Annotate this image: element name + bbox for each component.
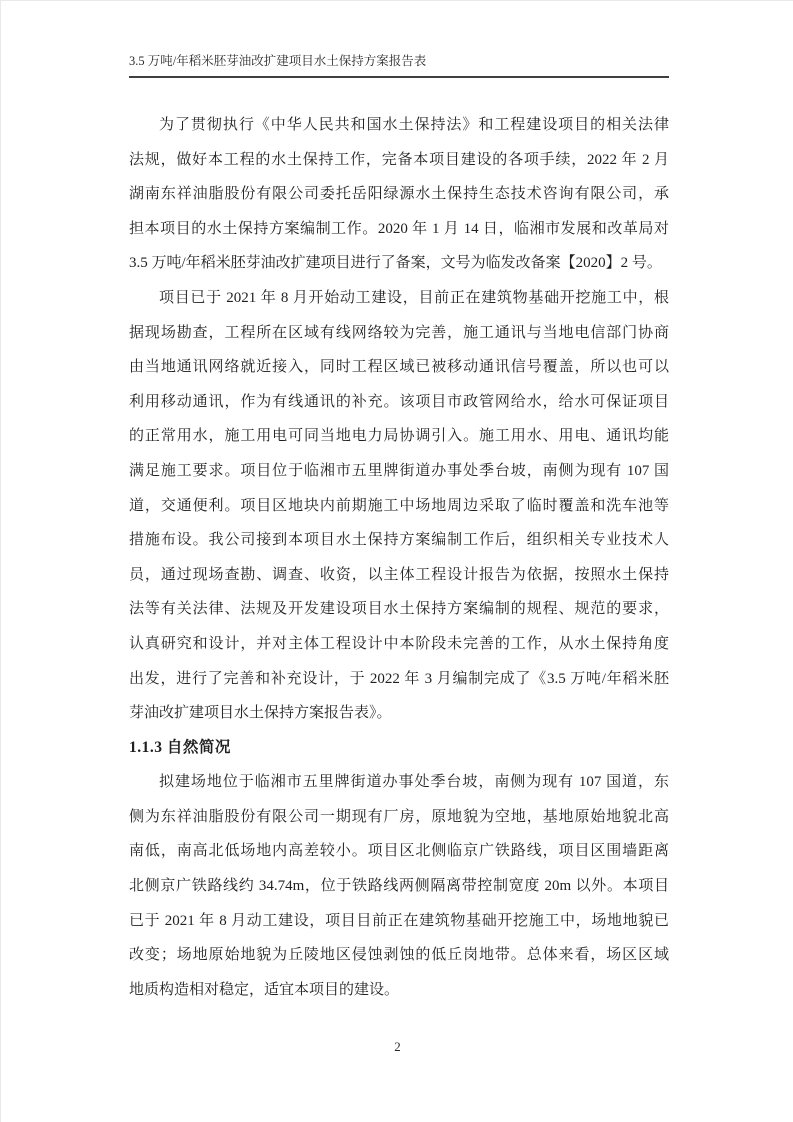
text-line: 由当地通讯网络就近接入，同时工程区域已被移动通讯信号覆盖，所以也可以 — [129, 359, 669, 376]
page-header — [129, 53, 669, 78]
text-line: 湖南东祥油脂股份有限公司委托岳阳绿源水土保持生态技术咨询有限公司，承 — [129, 186, 669, 203]
text-line: 法等有关法律、法规及开发建设项目水土保持方案编制的规程、规范的要求， — [129, 601, 669, 618]
text-line: 利用移动通讯，作为有线通讯的补充。该项目市政管网给水，给水可保证项目 — [129, 393, 669, 410]
text-line: 为了贯彻执行《中华人民共和国水土保持法》和工程建设项目的相关法律 — [159, 117, 669, 133]
text-line: 地质构造相对稳定，适宜本项目的建设。 — [129, 981, 400, 998]
text-line: 道，交通便利。项目区地块内前期施工中场地周边采取了临时覆盖和洗车池等 — [129, 497, 669, 514]
text-line: 法规，做好本工程的水土保持工作，完备本项目建设的各项手续，2022 年 2 月 — [129, 151, 669, 168]
section-heading: 1.1.3 自然简况 — [129, 738, 231, 756]
text-line: 担本项目的水土保持方案编制工作。2020 年 1 月 14 日，临湘市发展和改革局对 — [129, 220, 669, 237]
text-line: 拟建场地位于临湘市五里牌街道办事处季台坡，南侧为现有 107 国道，东 — [159, 774, 669, 791]
text-line: 芽油改扩建项目水土保持方案报告表》。 — [129, 705, 392, 722]
page-number: 2 — [394, 1039, 401, 1054]
body-paragraph — [129, 765, 669, 1007]
text-line: 侧为东祥油脂股份有限公司一期现有厂房，原地貌为空地，基地原始地貌北高 — [129, 808, 669, 825]
document-body — [129, 108, 669, 1007]
text-line: 的正常用水，施工用电可同当地电力局协调引入。施工用水、用电、通讯均能 — [129, 428, 669, 445]
text-line: 员，通过现场查勘、调查、收资，以主体工程设计报告为依据，按照水土保持 — [129, 566, 669, 583]
text-line: 满足施工要求。项目位于临湘市五里牌街道办事处季台坡，南侧为现有 107 国 — [129, 462, 669, 479]
text-line: 北侧京广铁路线约 34.74m，位于铁路线两侧隔离带控制宽度 20m 以外。本项目 — [129, 878, 669, 895]
text-line: 认真研究和设计，并对主体工程设计中本阶段未完善的工作，从水土保持角度 — [129, 635, 669, 652]
text-line: 3.5 万吨/年稻米胚芽油改扩建项目进行了备案，文号为临发改备案【2020】2 号。 — [129, 255, 662, 272]
page-header-title: 3.5 万吨/年稻米胚芽油改扩建项目水土保持方案报告表 — [129, 54, 427, 68]
text-line: 据现场勘查，工程所在区域有线网络较为完善，施工通讯与当地电信部门协商 — [129, 324, 669, 341]
text-line: 改变；场地原始地貌为丘陵地区侵蚀剥蚀的低丘岗地带。总体来看，场区区域 — [129, 947, 669, 964]
text-line: 已于 2021 年 8 月动工建设，项目目前正在建筑物基础开挖施工中，场地地貌已 — [129, 912, 669, 929]
text-line: 措施布设。我公司接到本项目水土保持方案编制工作后，组织相关专业技术人 — [129, 532, 669, 549]
page-footer — [1, 1037, 793, 1057]
body-paragraph — [129, 281, 669, 731]
text-line: 出发，进行了完善和补充设计，于 2022 年 3 月编制完成了《3.5 万吨/年稻米胚 — [129, 670, 669, 687]
text-line: 南低，南高北低场地内高差较小。项目区北侧临京广铁路线，项目区围墙距离 — [129, 843, 669, 860]
text-line: 项目已于 2021 年 8 月开始动工建设，目前正在建筑物基础开挖施工中，根 — [159, 289, 669, 306]
body-paragraph — [129, 108, 669, 281]
